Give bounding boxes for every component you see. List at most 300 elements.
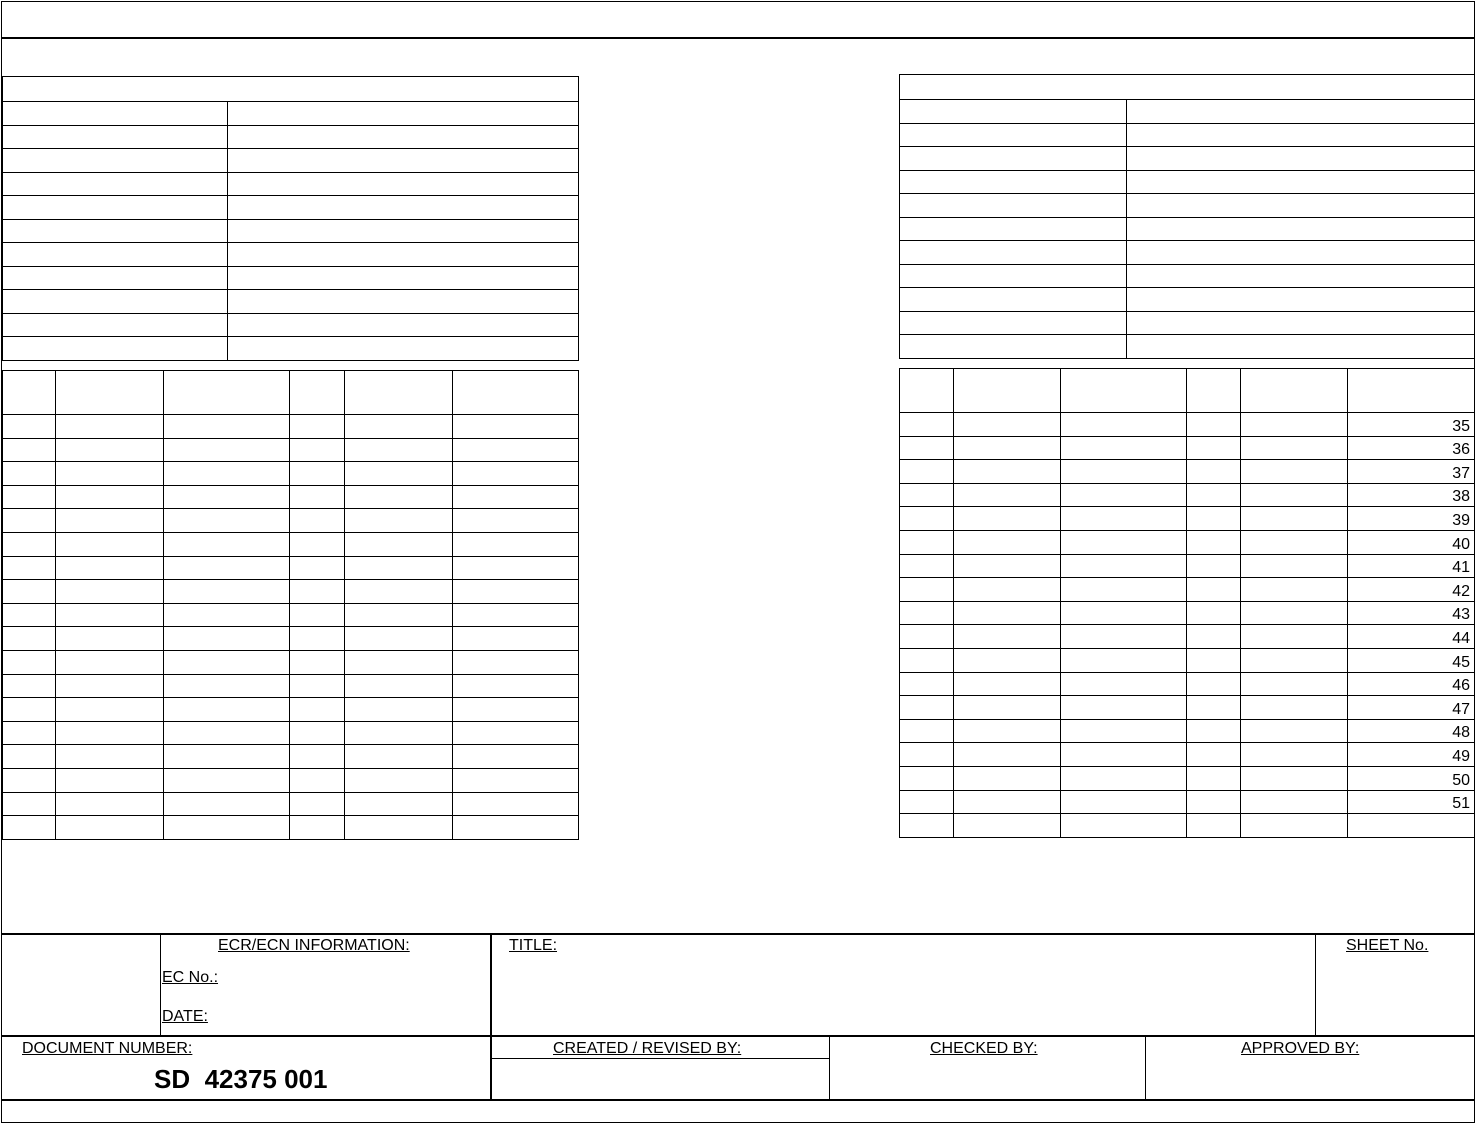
value-cell: [1126, 194, 1474, 218]
table-cell: [900, 436, 954, 460]
table-cell: [3, 816, 56, 840]
value-cell: [1126, 123, 1474, 147]
table-row: [3, 721, 579, 745]
table-cell: [1061, 672, 1187, 696]
table-cell: [953, 672, 1061, 696]
table-cell: [3, 532, 56, 556]
table-cell: [953, 743, 1061, 767]
table-cell: [56, 462, 164, 486]
key-cell: [900, 170, 1127, 194]
table-cell: [1061, 530, 1187, 554]
table-cell: [164, 745, 290, 769]
table-cell: [1348, 814, 1475, 838]
table-cell: [1186, 790, 1240, 814]
value-cell: [1126, 311, 1474, 335]
row-number: 35: [1348, 413, 1475, 437]
table-cell: [452, 627, 578, 651]
table-cell: [3, 792, 56, 816]
table-cell: [344, 745, 452, 769]
table-row: [900, 625, 1475, 649]
table-cell: [3, 556, 56, 580]
table-cell: [56, 556, 164, 580]
table-cell: [344, 580, 452, 604]
table-row: [3, 603, 579, 627]
table-cell: [290, 556, 344, 580]
table-cell: [953, 436, 1061, 460]
table-cell: [164, 603, 290, 627]
table-cell: [953, 460, 1061, 484]
created-label: CREATED / REVISED BY:: [553, 1040, 742, 1057]
table-cell: [164, 721, 290, 745]
row-number: 36: [1348, 436, 1475, 460]
table-row: [900, 743, 1475, 767]
table-cell: [953, 696, 1061, 720]
key-row: [3, 125, 579, 149]
table-cell: [1186, 507, 1240, 531]
table-cell: [344, 371, 452, 415]
table-cell: [1240, 790, 1348, 814]
table-cell: [344, 438, 452, 462]
table-cell: [56, 485, 164, 509]
key-cell: [3, 149, 228, 173]
value-cell: [227, 266, 578, 290]
table-cell: [164, 816, 290, 840]
table-cell: [1348, 369, 1475, 413]
table-cell: [164, 462, 290, 486]
key-row: [3, 172, 579, 196]
table-cell: [164, 768, 290, 792]
table-cell: [344, 627, 452, 651]
table-cell: [3, 627, 56, 651]
table-cell: [1240, 530, 1348, 554]
table-cell: [452, 674, 578, 698]
key-cell: [3, 102, 228, 126]
table-cell: [1186, 436, 1240, 460]
table-cell: [1186, 483, 1240, 507]
key-cell: [900, 288, 1127, 312]
table-cell: [56, 721, 164, 745]
table-cell: [900, 413, 954, 437]
divider-ecr-left: [160, 934, 161, 1035]
table-cell: [953, 554, 1061, 578]
table-cell: [164, 674, 290, 698]
table-cell: [900, 578, 954, 602]
table-cell: [1186, 554, 1240, 578]
table-cell: [953, 483, 1061, 507]
approved-label: APPROVED BY:: [1241, 1040, 1360, 1057]
table-row: [3, 650, 579, 674]
table-cell: [452, 438, 578, 462]
table-cell: [290, 415, 344, 439]
table-cell: [953, 507, 1061, 531]
title-label: TITLE:: [509, 937, 558, 954]
row-number: 38: [1348, 483, 1475, 507]
table-cell: [1061, 696, 1187, 720]
value-cell: [227, 172, 578, 196]
key-cell: [900, 264, 1127, 288]
value-cell: [1126, 170, 1474, 194]
table-cell: [290, 721, 344, 745]
table-cell: [3, 580, 56, 604]
table-cell: [452, 816, 578, 840]
table-cell: [452, 745, 578, 769]
table-cell: [56, 371, 164, 415]
table-cell: [164, 415, 290, 439]
table-cell: [1061, 625, 1187, 649]
key-cell: [3, 219, 228, 243]
table-cell: [1240, 436, 1348, 460]
value-cell: [227, 337, 578, 361]
table-cell: [3, 698, 56, 722]
value-cell: [227, 243, 578, 267]
table-cell: [164, 509, 290, 533]
ecr-ecn-label: ECR/ECN INFORMATION:: [218, 937, 410, 954]
table-cell: [164, 485, 290, 509]
table-cell: [953, 790, 1061, 814]
table-row: [900, 530, 1475, 554]
key-cell: [3, 337, 228, 361]
key-cell: [900, 217, 1127, 241]
table-cell: [344, 603, 452, 627]
table-cell: [1240, 483, 1348, 507]
value-cell: [1126, 288, 1474, 312]
table-cell: [1240, 719, 1348, 743]
key-cell: [3, 243, 228, 267]
table-cell: [290, 745, 344, 769]
table-cell: [1061, 413, 1187, 437]
row-number: 44: [1348, 625, 1475, 649]
table-cell: [452, 462, 578, 486]
table-cell: [953, 578, 1061, 602]
table-cell: [56, 792, 164, 816]
table-cell: [56, 532, 164, 556]
table-cell: [1186, 369, 1240, 413]
table-cell: [1186, 413, 1240, 437]
ec-no-label: EC No.:: [162, 969, 219, 986]
parts-header-row: [900, 369, 1475, 413]
key-row: [3, 102, 579, 126]
table-cell: [344, 674, 452, 698]
table-cell: [452, 603, 578, 627]
table-cell: [1061, 369, 1187, 413]
value-cell: [227, 290, 578, 314]
table-cell: [1186, 672, 1240, 696]
table-row: [900, 766, 1475, 790]
key-row: [3, 290, 579, 314]
key-row: [3, 337, 579, 361]
table-cell: [290, 371, 344, 415]
table-row: [900, 483, 1475, 507]
table-cell: [953, 766, 1061, 790]
divider-checked-left: [829, 1036, 830, 1100]
table-cell: [1186, 814, 1240, 838]
sheet-label: SHEET No.: [1346, 937, 1429, 954]
table-row: [3, 792, 579, 816]
table-cell: [900, 601, 954, 625]
table-cell: [3, 745, 56, 769]
table-cell: [164, 792, 290, 816]
table-cell: [1186, 601, 1240, 625]
row-number: 45: [1348, 648, 1475, 672]
title-block-top: [1, 933, 1475, 935]
table-row: [3, 509, 579, 533]
key-row: [3, 243, 579, 267]
table-cell: [56, 415, 164, 439]
date-label: DATE:: [162, 1008, 208, 1025]
key-cell: [900, 147, 1127, 171]
table-cell: [290, 627, 344, 651]
table-cell: [1186, 648, 1240, 672]
table-cell: [56, 603, 164, 627]
value-cell: [227, 219, 578, 243]
value-cell: [1126, 241, 1474, 265]
table-cell: [900, 483, 954, 507]
table-cell: [1240, 554, 1348, 578]
table-cell: [344, 816, 452, 840]
key-row: [900, 194, 1475, 218]
table-cell: [900, 460, 954, 484]
key-row: [3, 219, 579, 243]
key-row: [900, 264, 1475, 288]
value-cell: [1126, 335, 1474, 359]
table-cell: [1061, 507, 1187, 531]
table-cell: [953, 413, 1061, 437]
table-cell: [1240, 625, 1348, 649]
table-cell: [344, 768, 452, 792]
table-cell: [953, 601, 1061, 625]
right-header-cell: [899, 74, 1475, 100]
table-cell: [1186, 719, 1240, 743]
row-number: 37: [1348, 460, 1475, 484]
key-row: [3, 196, 579, 220]
value-cell: [227, 102, 578, 126]
table-cell: [344, 532, 452, 556]
table-cell: [452, 580, 578, 604]
table-cell: [1186, 696, 1240, 720]
table-cell: [290, 816, 344, 840]
table-cell: [1061, 601, 1187, 625]
table-cell: [1240, 814, 1348, 838]
table-cell: [164, 698, 290, 722]
key-row: [900, 217, 1475, 241]
table-cell: [56, 768, 164, 792]
header-divider: [1, 37, 1475, 39]
table-cell: [900, 648, 954, 672]
table-cell: [900, 814, 954, 838]
key-cell: [3, 290, 228, 314]
table-row: [900, 578, 1475, 602]
table-cell: [900, 719, 954, 743]
table-row: [900, 436, 1475, 460]
table-cell: [56, 698, 164, 722]
table-cell: [164, 532, 290, 556]
table-cell: [290, 462, 344, 486]
key-cell: [3, 125, 228, 149]
table-cell: [452, 509, 578, 533]
table-cell: [953, 648, 1061, 672]
table-cell: [1186, 625, 1240, 649]
key-cell: [900, 194, 1127, 218]
key-cell: [3, 172, 228, 196]
table-cell: [1240, 696, 1348, 720]
table-cell: [1240, 601, 1348, 625]
divider-approved-left: [1145, 1036, 1146, 1100]
value-cell: [227, 149, 578, 173]
table-row: [900, 601, 1475, 625]
table-row: [3, 816, 579, 840]
key-row: [900, 147, 1475, 171]
created-underline: [491, 1058, 829, 1059]
table-cell: [164, 627, 290, 651]
table-row: [3, 438, 579, 462]
table-cell: [1240, 413, 1348, 437]
table-cell: [56, 745, 164, 769]
value-cell: [227, 313, 578, 337]
table-cell: [1061, 743, 1187, 767]
row-number: 47: [1348, 696, 1475, 720]
value-cell: [227, 196, 578, 220]
table-cell: [56, 627, 164, 651]
right-key-table: [899, 99, 1475, 359]
table-cell: [290, 674, 344, 698]
table-cell: [900, 530, 954, 554]
table-cell: [1240, 460, 1348, 484]
row-number: 48: [1348, 719, 1475, 743]
table-cell: [164, 438, 290, 462]
table-row: [3, 674, 579, 698]
table-cell: [900, 507, 954, 531]
table-cell: [900, 554, 954, 578]
table-cell: [1061, 460, 1187, 484]
table-cell: [1061, 554, 1187, 578]
title-block-mid: [1, 1035, 1475, 1037]
table-cell: [56, 438, 164, 462]
checked-label: CHECKED BY:: [930, 1040, 1038, 1057]
table-row: [3, 698, 579, 722]
table-cell: [452, 650, 578, 674]
row-number: 51: [1348, 790, 1475, 814]
key-cell: [900, 123, 1127, 147]
table-cell: [1061, 648, 1187, 672]
table-cell: [290, 485, 344, 509]
table-row: [900, 460, 1475, 484]
table-cell: [452, 556, 578, 580]
table-cell: [344, 462, 452, 486]
table-cell: [290, 509, 344, 533]
value-cell: [227, 125, 578, 149]
left-parts-table: [2, 370, 579, 840]
table-row: [3, 485, 579, 509]
key-cell: [3, 313, 228, 337]
table-cell: [900, 672, 954, 696]
table-row: [3, 462, 579, 486]
table-cell: [3, 462, 56, 486]
table-cell: [3, 485, 56, 509]
table-cell: [900, 790, 954, 814]
row-number: 41: [1348, 554, 1475, 578]
table-cell: [1186, 766, 1240, 790]
table-cell: [452, 698, 578, 722]
table-cell: [164, 371, 290, 415]
table-cell: [164, 650, 290, 674]
table-row: [900, 790, 1475, 814]
table-cell: [3, 768, 56, 792]
table-cell: [3, 371, 56, 415]
table-cell: [452, 768, 578, 792]
value-cell: [1126, 264, 1474, 288]
table-cell: [1240, 578, 1348, 602]
table-cell: [164, 556, 290, 580]
table-cell: [164, 580, 290, 604]
table-cell: [3, 415, 56, 439]
table-cell: [953, 719, 1061, 743]
table-cell: [344, 698, 452, 722]
table-cell: [953, 369, 1061, 413]
key-row: [3, 149, 579, 173]
table-cell: [1240, 648, 1348, 672]
table-cell: [344, 650, 452, 674]
table-cell: [3, 674, 56, 698]
table-cell: [1061, 790, 1187, 814]
table-row: [900, 507, 1475, 531]
table-cell: [1240, 369, 1348, 413]
table-cell: [953, 625, 1061, 649]
table-cell: [1186, 530, 1240, 554]
key-cell: [900, 241, 1127, 265]
key-row: [900, 100, 1475, 124]
table-cell: [290, 532, 344, 556]
key-cell: [900, 311, 1127, 335]
key-cell: [900, 335, 1127, 359]
table-cell: [56, 580, 164, 604]
table-cell: [1061, 578, 1187, 602]
table-row: [3, 627, 579, 651]
key-row: [900, 241, 1475, 265]
row-number: 43: [1348, 601, 1475, 625]
key-row: [900, 288, 1475, 312]
table-cell: [900, 743, 954, 767]
table-row: [3, 532, 579, 556]
table-row: [900, 696, 1475, 720]
document-number-label: DOCUMENT NUMBER:: [22, 1040, 193, 1057]
table-row: [900, 719, 1475, 743]
value-cell: [1126, 100, 1474, 124]
table-cell: [290, 603, 344, 627]
table-row: [900, 554, 1475, 578]
row-number: 39: [1348, 507, 1475, 531]
table-cell: [1240, 743, 1348, 767]
key-cell: [3, 266, 228, 290]
table-cell: [3, 509, 56, 533]
table-row: [900, 413, 1475, 437]
value-cell: [1126, 147, 1474, 171]
row-number: 42: [1348, 578, 1475, 602]
table-cell: [56, 674, 164, 698]
table-cell: [900, 625, 954, 649]
key-row: [900, 123, 1475, 147]
table-cell: [344, 415, 452, 439]
table-cell: [290, 580, 344, 604]
table-cell: [344, 485, 452, 509]
table-cell: [344, 556, 452, 580]
table-cell: [344, 509, 452, 533]
table-cell: [290, 650, 344, 674]
table-cell: [344, 792, 452, 816]
right-parts-table: [899, 368, 1475, 838]
divider-sheet-left: [1315, 934, 1316, 1035]
table-cell: [900, 369, 954, 413]
key-cell: [900, 100, 1127, 124]
